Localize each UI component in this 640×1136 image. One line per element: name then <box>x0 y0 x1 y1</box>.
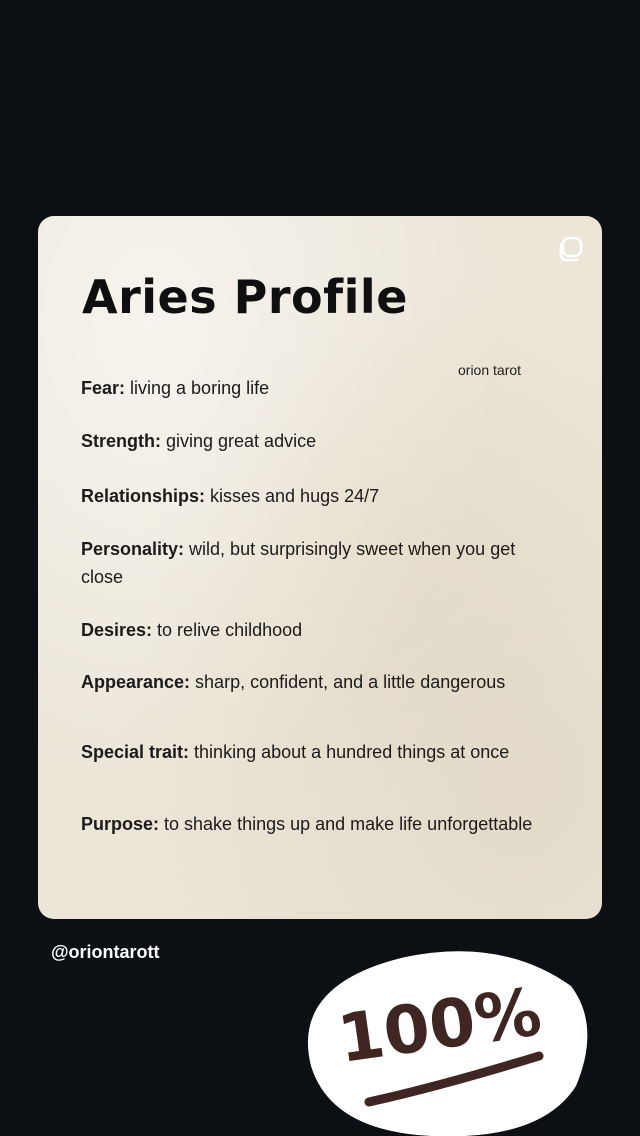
item-value: living a boring life <box>125 378 270 398</box>
item-value: wild, but surprisingly sweet when you get close <box>81 539 516 587</box>
profile-item-desires <box>81 616 561 644</box>
item-key: Fear: <box>81 378 126 398</box>
profile-item-appearance <box>81 668 561 696</box>
watermark-text: orion tarot <box>458 362 522 378</box>
item-value: giving great advice <box>161 431 317 451</box>
item-value: to relive childhood <box>152 620 303 640</box>
sticker-stack-icon[interactable] <box>558 236 584 262</box>
profile-item-relationships <box>81 482 561 510</box>
profile-item-personality <box>81 535 561 591</box>
item-value: kisses and hugs 24/7 <box>205 486 380 506</box>
item-value: to shake things up and make life unforgettable <box>159 814 533 834</box>
profile-item-purpose <box>81 810 561 838</box>
profile-item-fear <box>81 374 561 402</box>
item-key: Appearance: <box>81 672 191 692</box>
item-key: Special trait: <box>81 742 190 762</box>
profile-item-special-trait <box>81 738 561 766</box>
sticker-text: 100% <box>333 973 546 1078</box>
profile-card[interactable] <box>38 216 602 919</box>
item-key: Strength: <box>81 431 161 451</box>
item-key: Purpose: <box>81 814 160 834</box>
item-key: Desires: <box>81 620 153 640</box>
username-tag[interactable]: @oriontarott <box>51 942 160 962</box>
item-value: thinking about a hundred things at once <box>189 742 510 762</box>
item-value: sharp, confident, and a little dangerous <box>190 672 506 692</box>
profile-item-strength <box>81 427 561 455</box>
item-key: Personality: <box>81 539 185 559</box>
hundred-points-sticker[interactable] <box>291 946 591 1136</box>
item-key: Relationships: <box>81 486 206 506</box>
page-title: Aries Profile <box>82 270 408 324</box>
